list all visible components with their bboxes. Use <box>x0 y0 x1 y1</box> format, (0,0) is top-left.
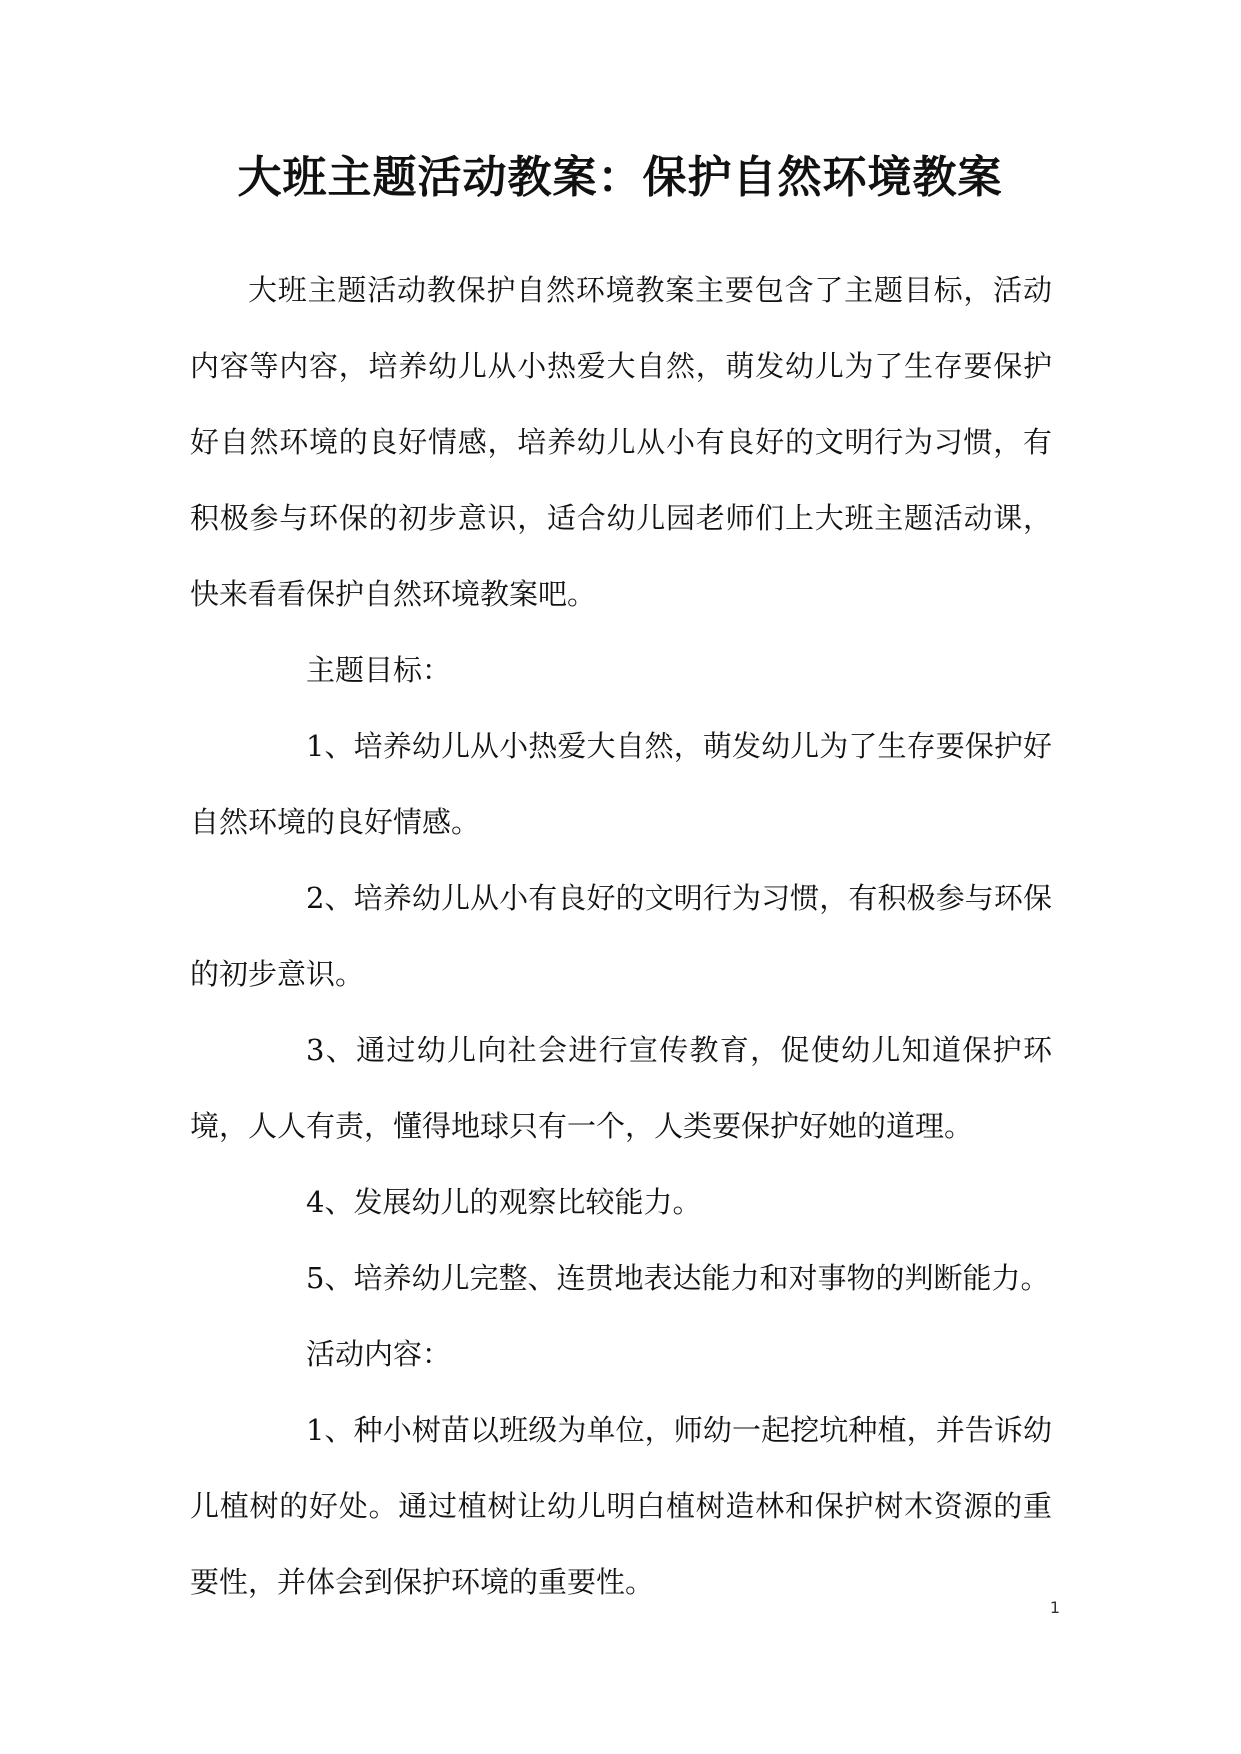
goal-item-2: 2、培养幼儿从小有良好的文明行为习惯，有积极参与环保的初步意识。 <box>190 881 1052 991</box>
activities-heading: 活动内容： <box>306 1337 452 1371</box>
intro-paragraph: 大班主题活动教保护自然环境教案主要包含了主题目标，活动内容等内容，培养幼儿从小热爱大自然，萌发幼儿为了生存要保护好自然环境的良好情感，培养幼儿从小有良好的文明行为习惯，有积极参与环保的初步意识，适合幼儿园老师们上大班主题活动课，快来看看保护自然环境教案吧。 <box>190 273 1052 611</box>
goal-item-1: 1、培养幼儿从小热爱大自然，萌发幼儿为了生存要保护好自然环境的良好情感。 <box>190 729 1052 839</box>
goal-item-3: 3、通过幼儿向社会进行宣传教育，促使幼儿知道保护环境，人人有责，懂得地球只有一个，人类要保护好她的道理。 <box>190 1033 1052 1143</box>
document-title: 大班主题活动教案：保护自然环境教案 <box>237 152 1003 203</box>
goal-item-4: 4、发展幼儿的观察比较能力。 <box>306 1185 702 1219</box>
goals-heading: 主题目标： <box>306 653 452 687</box>
page-number: 1 <box>1049 1598 1060 1617</box>
activity-item-1: 1、种小树苗以班级为单位，师幼一起挖坑种植，并告诉幼儿植树的好处。通过植树让幼儿明白植树造林和保护树木资源的重要性，并体会到保护环境的重要性。 <box>190 1413 1052 1599</box>
document-body <box>190 252 1052 1620</box>
goal-item-5: 5、培养幼儿完整、连贯地表达能力和对事物的判断能力。 <box>306 1261 1050 1295</box>
